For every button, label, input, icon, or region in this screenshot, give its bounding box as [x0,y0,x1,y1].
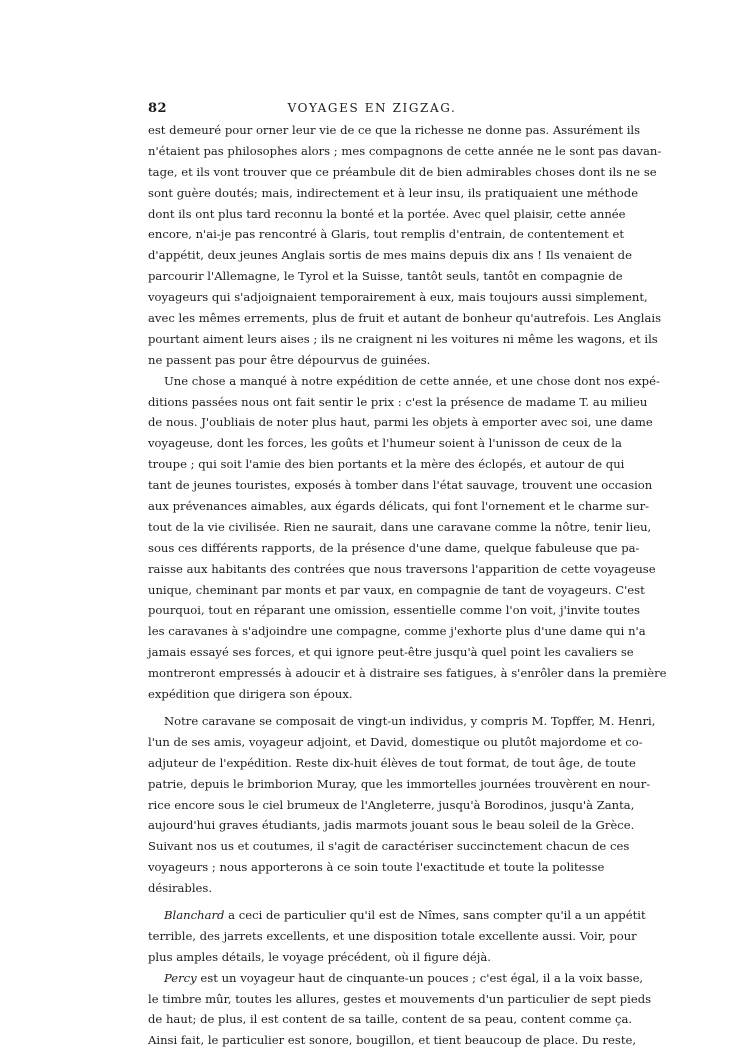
text-line: avec les mêmes errements, plus de fruit et autant de bonheur qu'autrefois. Les Anglais [148,311,662,326]
text-line: troupe ; qui soit l'amie des bien portants et la mère des éclopés, et autour de qui [148,457,625,472]
text-line: Une chose a manqué à notre expédition de cette année, et une chose dont nos expé- [164,373,660,388]
line-text: a ceci de particulier qu'il est de Nîmes, sans compter qu'il a un appétit [224,907,646,922]
running-title: VOYAGES EN ZIGZAG. [287,101,457,115]
text-line: unique, cheminant par monts et par vaux, en compagnie de tant de voyageurs. C'est [148,582,645,597]
text-line: tant de jeunes touristes, exposés à tomber dans l'état sauvage, trouvent une occasion [148,478,653,493]
text-line: dont ils ont plus tard reconnu la bonté et la portée. Avec quel plaisir, cette année [148,206,626,221]
text-line: parcourir l'Allemagne, le Tyrol et la Suisse, tantôt seuls, tantôt en compagnie de [148,269,623,284]
text-line [148,905,646,926]
text-line: tout de la vie civilisée. Rien ne saurait, dans une caravane comme la nôtre, tenir lieu, [148,519,652,534]
text-line: d'appétit, deux jeunes Anglais sortis de mes mains depuis dix ans ! Ils venaient de [148,248,632,263]
text-line: les caravanes à s'adjoindre une compagne, comme j'exhorte plus d'une dame qui n'a [148,624,646,639]
text-line: montreront empressés à adoucir et à distraire ses fatigues, à s'enrôler dans la première [148,666,667,681]
paragraph [148,905,646,968]
text-line: terrible, des jarrets excellents, et une disposition totale excellente aussi. Voir, pour [148,928,637,943]
text-line: pourtant aiment leurs aises ; ils ne craignent ni les voitures ni même les wagons, et ils [148,331,658,346]
body-text [148,120,667,1051]
paragraph [148,968,652,1051]
text-line: de haut; de plus, il est content de sa taille, content de sa peau, content comme ça. [148,1012,633,1027]
text-line: voyageuse, dont les forces, les goûts et l'humeur soient à l'unisson de ceux de la [148,436,622,451]
text-line: raisse aux habitants des contrées que nous traversons l'apparition de cette voyageuse [148,561,656,576]
text-line: sous ces différents rapports, de la présence d'une dame, quelque fabuleuse que pa- [148,540,640,555]
running-head [148,101,596,119]
text-line: adjuteur de l'expédition. Reste dix-huit élèves de tout format, de tout âge, de toute [148,755,636,770]
text-line: ditions passées nous ont fait sentir le prix : c'est la présence de madame T. au milieu [148,394,648,409]
text-line: pourquoi, tout en réparant une omission, essentielle comme l'on voit, j'invite toutes [148,603,640,618]
text-line: voyageurs qui s'adjoignaient temporairement à eux, mais toujours aussi simplement, [148,290,648,305]
text-line: le timbre mûr, toutes les allures, gestes et mouvements d'un particulier de sept pieds [148,991,652,1006]
paragraph [148,711,656,899]
paragraph [148,120,662,371]
text-line: désirables. [148,881,213,896]
text-line: jamais essayé ses forces, et qui ignore peut-être jusqu'à quel point les cavaliers se [148,645,634,660]
text-line: aujourd'hui graves étudiants, jadis marmots jouant sous le beau soleil de la Grèce. [148,818,635,833]
text-line: Notre caravane se composait de vingt-un individus, y compris M. Topffer, M. Henri, [164,713,656,728]
text-line: aux prévenances aimables, aux égards délicats, qui font l'ornement et le charme sur- [148,499,650,514]
line-text: est un voyageur haut de cinquante-un pouces ; c'est égal, il a la voix basse, [196,970,644,985]
character-name: Percy [164,970,197,985]
text-line: l'un de ses amis, voyageur adjoint, et David, domestique ou plutôt majordome et co- [148,734,643,749]
text-line: tage, et ils vont trouver que ce préambule dit de bien admirables choses dont ils ne se [148,164,657,179]
text-line: sont guère doutés; mais, indirectement et à leur insu, ils pratiquaient une méthode [148,185,639,200]
text-line: Ainsi fait, le particulier est sonore, bougillon, et tient beaucoup de place. Du reste, [148,1033,637,1048]
text-line: rice encore sous le ciel brumeux de l'Angleterre, jusqu'à Borodinos, jusqu'à Zanta, [148,797,635,812]
text-line: est demeuré pour orner leur vie de ce que la richesse ne donne pas. Assurément ils [148,123,641,137]
text-line: ne passent pas pour être dépourvus de guinées. [148,352,431,367]
character-name: Blanchard [164,907,225,922]
text-line: expédition que dirigera son époux. [148,687,353,702]
text-line [148,968,644,989]
page-number: 82 [148,101,168,116]
text-line: voyageurs ; nous apporterons à ce soin toute l'exactitude et toute la politesse [148,860,605,875]
text-line: patrie, depuis le brimborion Muray, que les immortelles journées trouvèrent en nour- [148,776,651,791]
text-line: de nous. J'oubliais de noter plus haut, parmi les objets à emporter avec soi, une dame [148,415,653,430]
text-line: plus amples détails, le voyage précédent, où il figure déjà. [148,949,491,964]
text-line: n'étaient pas philosophes alors ; mes compagnons de cette année ne le sont pas davan- [148,143,662,158]
text-line: Suivant nos us et coutumes, il s'agit de caractériser succinctement chacun de ces [148,839,630,854]
paragraph [148,371,667,705]
text-line: encore, n'ai-je pas rencontré à Glaris, tout remplis d'entrain, de contentement et [148,227,625,242]
